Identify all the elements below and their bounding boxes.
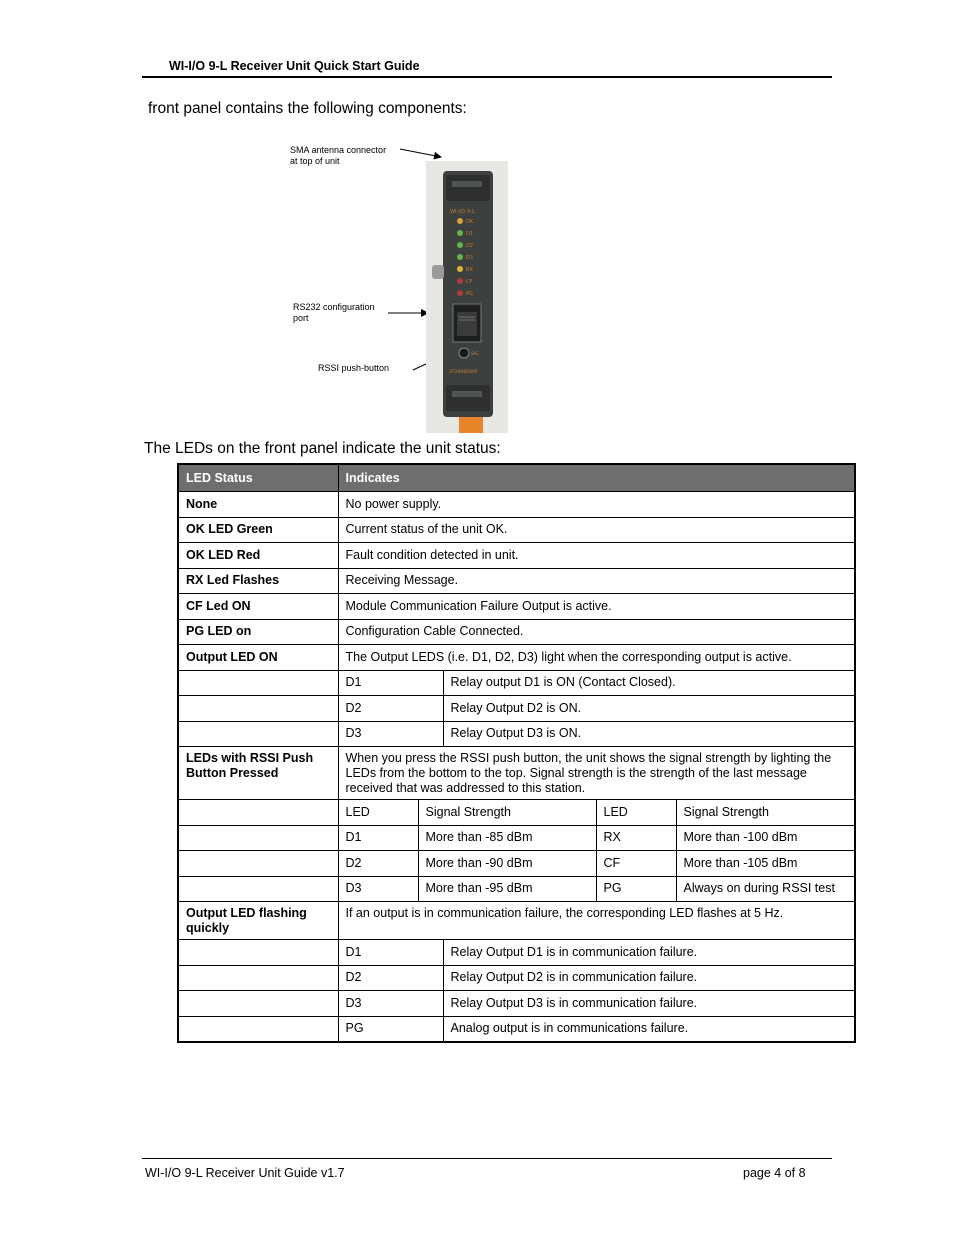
indicates-cell: If an output is in communication failure, the corresponding LED flashes at 5 Hz. bbox=[338, 902, 855, 940]
flash-desc-cell: Analog output is in communications failure. bbox=[443, 1016, 855, 1042]
rssi-strength-cell: More than -95 dBm bbox=[418, 876, 596, 902]
empty-status-cell bbox=[178, 696, 338, 722]
rssi-strength-cell: Signal Strength bbox=[676, 800, 855, 826]
rssi-led-cell: D3 bbox=[338, 876, 418, 902]
side-connector bbox=[432, 265, 444, 279]
empty-status-cell bbox=[178, 1016, 338, 1042]
table-header-row bbox=[178, 464, 855, 492]
rssi-strength-cell: More than -105 dBm bbox=[676, 851, 855, 877]
rssi-led-cell: LED bbox=[338, 800, 418, 826]
table-row bbox=[178, 492, 855, 518]
flash-led-cell: D2 bbox=[338, 965, 443, 991]
rssi-led-cell: PG bbox=[596, 876, 676, 902]
empty-status-cell bbox=[178, 800, 338, 826]
callout-rs232-line2: port bbox=[293, 312, 309, 323]
device-led-cf bbox=[457, 278, 463, 284]
table-row-flash-detail bbox=[178, 991, 855, 1017]
indicates-cell: Module Communication Failure Output is active. bbox=[338, 594, 855, 620]
led-status-cell: OK LED Red bbox=[178, 543, 338, 569]
rssi-strength-cell: More than -90 dBm bbox=[418, 851, 596, 877]
indicates-cell: The Output LEDS (i.e. D1, D2, D3) light when the corresponding output is active. bbox=[338, 645, 855, 671]
table-row bbox=[178, 645, 855, 671]
empty-status-cell bbox=[178, 991, 338, 1017]
rssi-led-cell: D2 bbox=[338, 851, 418, 877]
indicates-cell: Receiving Message. bbox=[338, 568, 855, 594]
device-led-label: OK bbox=[466, 219, 474, 225]
flash-led-cell: D3 bbox=[338, 991, 443, 1017]
flash-led-cell: D1 bbox=[338, 940, 443, 966]
footer-doc-version: WI-I/O 9-L Receiver Unit Guide v1.7 bbox=[145, 1166, 345, 1180]
flash-desc-cell: Relay Output D1 is in communication failure. bbox=[443, 940, 855, 966]
led-status-cell: Output LED ON bbox=[178, 645, 338, 671]
table-row-rssi-detail bbox=[178, 825, 855, 851]
rssi-led-cell: D1 bbox=[338, 825, 418, 851]
rssi-led-cell: CF bbox=[596, 851, 676, 877]
led-status-cell: Output LED flashing quickly bbox=[178, 902, 338, 940]
device-led-d1 bbox=[457, 230, 463, 236]
terminal-block bbox=[459, 417, 483, 433]
indicates-cell: Current status of the unit OK. bbox=[338, 517, 855, 543]
led-status-cell: RX Led Flashes bbox=[178, 568, 338, 594]
rssi-led-cell: LED bbox=[596, 800, 676, 826]
table-row-rssi-detail bbox=[178, 851, 855, 877]
table-row-flash-detail bbox=[178, 965, 855, 991]
table-row-rssi-detail bbox=[178, 876, 855, 902]
device-led-label: PG bbox=[466, 291, 473, 297]
device-led-label: D3 bbox=[466, 255, 474, 261]
empty-status-cell bbox=[178, 851, 338, 877]
empty-status-cell bbox=[178, 670, 338, 696]
empty-status-cell bbox=[178, 721, 338, 747]
device-led-label: CF bbox=[466, 279, 473, 285]
empty-status-cell bbox=[178, 965, 338, 991]
empty-status-cell bbox=[178, 825, 338, 851]
header-led-status: LED Status bbox=[178, 464, 338, 492]
led-intro-text: The LEDs on the front panel indicate the unit status: bbox=[144, 440, 501, 457]
led-status-cell: CF Led ON bbox=[178, 594, 338, 620]
output-led-cell: D1 bbox=[338, 670, 443, 696]
empty-status-cell bbox=[178, 940, 338, 966]
table-row-rssi bbox=[178, 747, 855, 800]
table-row-flashing bbox=[178, 902, 855, 940]
table-row bbox=[178, 594, 855, 620]
indicates-cell: Configuration Cable Connected. bbox=[338, 619, 855, 645]
header-indicates: Indicates bbox=[338, 464, 855, 492]
table-row bbox=[178, 568, 855, 594]
device-led-d2 bbox=[457, 242, 463, 248]
led-status-cell: OK LED Green bbox=[178, 517, 338, 543]
output-desc-cell: Relay output D1 is ON (Contact Closed). bbox=[443, 670, 855, 696]
table-row-output-detail bbox=[178, 696, 855, 722]
page-header-title: WI-I/O 9-L Receiver Unit Quick Start Guide bbox=[169, 59, 420, 73]
rssi-strength-cell: Signal Strength bbox=[418, 800, 596, 826]
empty-status-cell bbox=[178, 876, 338, 902]
device-led-d3 bbox=[457, 254, 463, 260]
table-row bbox=[178, 517, 855, 543]
led-status-cell: PG LED on bbox=[178, 619, 338, 645]
output-desc-cell: Relay Output D3 is ON. bbox=[443, 721, 855, 747]
rssi-push-button bbox=[459, 348, 469, 358]
rssi-strength-cell: Always on during RSSI test bbox=[676, 876, 855, 902]
rssi-strength-cell: More than -100 dBm bbox=[676, 825, 855, 851]
flash-desc-cell: Relay Output D2 is in communication failure. bbox=[443, 965, 855, 991]
footer-page-number: page 4 of 8 bbox=[743, 1166, 806, 1180]
callout-rssi-button: RSSI push-button bbox=[318, 363, 390, 373]
callout-rs232-line1: RS232 configuration bbox=[293, 302, 375, 312]
led-status-cell: None bbox=[178, 492, 338, 518]
receiver-unit-photo bbox=[426, 161, 508, 433]
device-serial: 3729085900 bbox=[449, 370, 478, 375]
led-status-table bbox=[177, 463, 856, 1043]
device-model-label: WI-I/O 9-L bbox=[450, 209, 475, 215]
device-led-label: RX bbox=[466, 267, 473, 273]
output-led-cell: D3 bbox=[338, 721, 443, 747]
button-label: SIG bbox=[471, 352, 479, 357]
output-led-cell: D2 bbox=[338, 696, 443, 722]
output-desc-cell: Relay Output D2 is ON. bbox=[443, 696, 855, 722]
intro-text: front panel contains the following components: bbox=[148, 100, 467, 117]
indicates-cell: Fault condition detected in unit. bbox=[338, 543, 855, 569]
flash-desc-cell: Relay Output D3 is in communication failure. bbox=[443, 991, 855, 1017]
table-row bbox=[178, 543, 855, 569]
flash-led-cell: PG bbox=[338, 1016, 443, 1042]
sma-leader-line bbox=[400, 149, 441, 157]
led-status-cell: LEDs with RSSI Push Button Pressed bbox=[178, 747, 338, 800]
callout-sma-line2: at top of unit bbox=[290, 155, 340, 166]
device-led-label: D1 bbox=[466, 231, 474, 237]
table-row-flash-detail bbox=[178, 1016, 855, 1042]
rssi-strength-cell: More than -85 dBm bbox=[418, 825, 596, 851]
table-row-output-detail bbox=[178, 670, 855, 696]
device-led-ok bbox=[457, 218, 463, 224]
indicates-cell: No power supply. bbox=[338, 492, 855, 518]
table-row-output-detail bbox=[178, 721, 855, 747]
rssi-led-cell: RX bbox=[596, 825, 676, 851]
footer-divider bbox=[142, 1158, 832, 1159]
table-row bbox=[178, 619, 855, 645]
table-row-rssi-detail bbox=[178, 800, 855, 826]
callout-sma-line1: SMA antenna connector bbox=[290, 145, 387, 155]
device-led-pg bbox=[457, 290, 463, 296]
table-row-flash-detail bbox=[178, 940, 855, 966]
indicates-cell: When you press the RSSI push button, the unit shows the signal strength by lighting the LEDs from the bottom to the top. Signal strength is the strength of the last message received that was addressed to this station. bbox=[338, 747, 855, 800]
device-led-label: D2 bbox=[466, 243, 474, 249]
device-led-rx bbox=[457, 266, 463, 272]
